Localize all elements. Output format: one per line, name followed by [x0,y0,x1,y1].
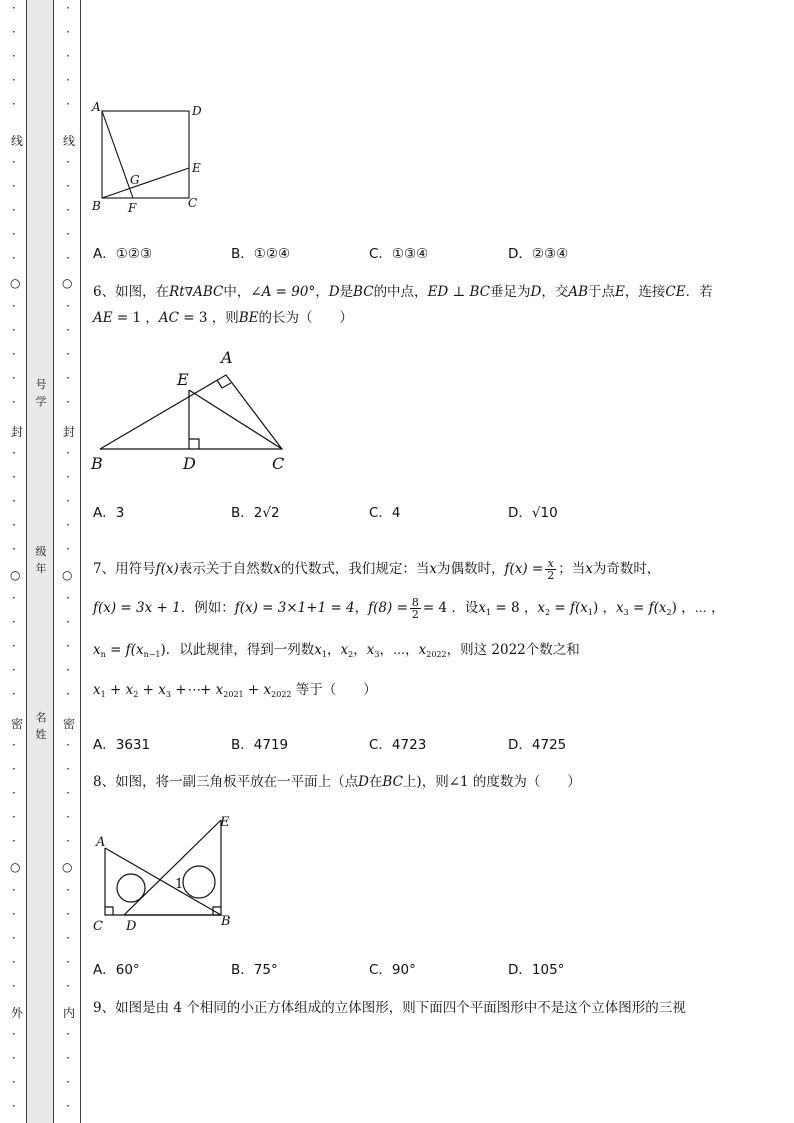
q5-option-c[interactable]: C．①③④ [369,246,429,262]
q8-option-a[interactable]: A．60° [93,962,140,978]
q7-stem-line2: f(x) = 3x + 1．例如：f(x) = 3×1+1 = 4，f(8) = $\frac{8}{2}$ = 4 ．设$x_1 = 8$ ，$x_2 = f(x_1)$ ，$x_3 = f(x_2)$ ，⋯ ， [93,596,725,621]
q9-stem: 9、如图是由 4 个相同的小正方体组成的立体图形，则下面四个平面图形中不是这个立体图形的三视 [93,1000,686,1016]
inner-dot-column: · · · · · [66,883,70,993]
q6-option-d[interactable]: D．√10 [508,505,558,521]
q8-option-c[interactable]: C．90° [369,962,416,978]
field-grade: 级年 [35,545,47,575]
label-a: A [221,348,233,367]
fraction-x-over-2: $\frac{x}{2}$ [547,557,555,582]
figure-square-abcd [88,98,218,218]
inner-dot-column: · · · · [66,1027,70,1113]
figure-set-squares [88,808,248,936]
outer-mark-seal: 封 [11,425,24,439]
q5-option-a[interactable]: A．①②③ [93,246,153,262]
inner-mark-seal: 封 [63,425,76,439]
label-d: D [126,919,137,934]
field-name: 名姓 [35,711,47,741]
inner-circle-mark: ○ [62,568,73,582]
outer-dot-column: · · · · · [12,738,16,848]
q5-option-b[interactable]: B．①②④ [231,246,291,262]
margin-rule [80,0,81,1123]
segment-af [102,111,133,198]
q6-stem-line1: 6、如图，在Rt∇ABC中，∠A = 90°，D是BC的中点，ED ⊥ BC垂足为D，交AB于点E，连接CE．若 [93,284,713,300]
inner-dot-column: · · · · · [66,446,70,556]
label-e: E [177,370,189,389]
fraction-8-over-2: $\frac{8}{2}$ [411,596,419,621]
outer-dot-column: · · · · [12,1027,16,1113]
label-d: D [192,104,202,118]
q6-option-c[interactable]: C．4 [369,505,401,521]
label-b: B [92,199,101,213]
inner-mark-line: 线 [63,134,76,148]
set-square-left [105,848,221,915]
inner-mark-inside: 内 [63,1006,76,1020]
field-student-number: 号学 [35,378,47,408]
q7-option-a[interactable]: A．3631 [93,737,151,753]
label-c: C [272,454,285,473]
label-b: B [91,454,103,473]
outer-circle-mark: ○ [10,276,21,290]
inner-dot-column-top: · · · · · [66,1,70,111]
label-angle-1: 1 [175,877,184,892]
inner-dot-column: · · · · · [66,155,70,265]
outer-dot-column: · · · · · [12,446,16,556]
label-e: E [220,815,230,830]
q8-stem: 8、如图，将一副三角板平放在一平面上（点D在BC上)，则∠1 的度数为（ ） [93,774,581,790]
outer-circle-mark: ○ [10,860,21,874]
triangle-outline [100,375,282,449]
q6-stem-line2: AE = 1 ，AC = 3 ，则BE的长为（ ） [93,310,354,326]
q5-option-d[interactable]: D．②③④ [508,246,569,262]
q7-option-c[interactable]: C．4723 [369,737,427,753]
outer-dot-column: · · · · · [12,155,16,265]
outer-dot-column: · · · · · [12,299,16,409]
inner-dot-column: · · · · · [66,738,70,848]
label-a: A [96,835,106,850]
label-c: C [93,919,103,934]
label-f: F [128,201,137,215]
segment-be [102,168,189,198]
label-g: G [130,173,140,187]
label-d: D [183,454,196,473]
outer-dot-column: · · · · · [12,591,16,701]
q8-option-b[interactable]: B．75° [231,962,278,978]
inner-mark-secret: 密 [63,717,76,731]
q7-stem-line1: 7、用符号f(x)表示关于自然数x的代数式，我们规定：当x为偶数时，f(x) = $\frac{x}{2}$ ；当x为奇数时， [93,557,661,582]
outer-dot-column: · · · · · [12,883,16,993]
figure-triangle-abc [88,345,298,475]
q6-option-a[interactable]: A．3 [93,505,125,521]
q8-option-d[interactable]: D．105° [508,962,565,978]
q7-option-b[interactable]: B．4719 [231,737,289,753]
q7-stem-line4: $x_1 + x_2 + x_3$ +⋯+ $x_{2021} + x_{2022}$ 等于（ ） [93,682,377,699]
label-a: A [92,100,101,114]
outer-mark-line: 线 [11,134,24,148]
q7-option-d[interactable]: D．4725 [508,737,567,753]
right-angle-c [105,907,113,915]
right-angle-d [189,439,199,449]
outer-mark-outside: 外 [11,1006,24,1020]
inner-dot-column: · · · · · [66,591,70,701]
outer-circle-mark: ○ [10,568,21,582]
inner-circle-mark: ○ [62,860,73,874]
hole-left [117,874,145,902]
outer-mark-secret: 密 [11,717,24,731]
right-angle-a [217,380,231,388]
q7-stem-line3: $x_n = f(x_{n-1})$．以此规律，得到一列数$x_1$，$x_2$，$x_3$，⋯，$x_{2022}$，则这 2022个数之和 [93,642,580,659]
label-e: E [192,161,201,175]
inner-dot-column: · · · · · [66,299,70,409]
square-outline [102,111,189,198]
label-c: C [188,196,198,210]
inner-circle-mark: ○ [62,276,73,290]
outer-dot-column-top: · · · · · [12,1,16,111]
segment-ec [189,390,282,449]
hole-right [183,866,215,898]
q6-option-b[interactable]: B．2√2 [231,505,280,521]
label-b: B [221,914,231,929]
